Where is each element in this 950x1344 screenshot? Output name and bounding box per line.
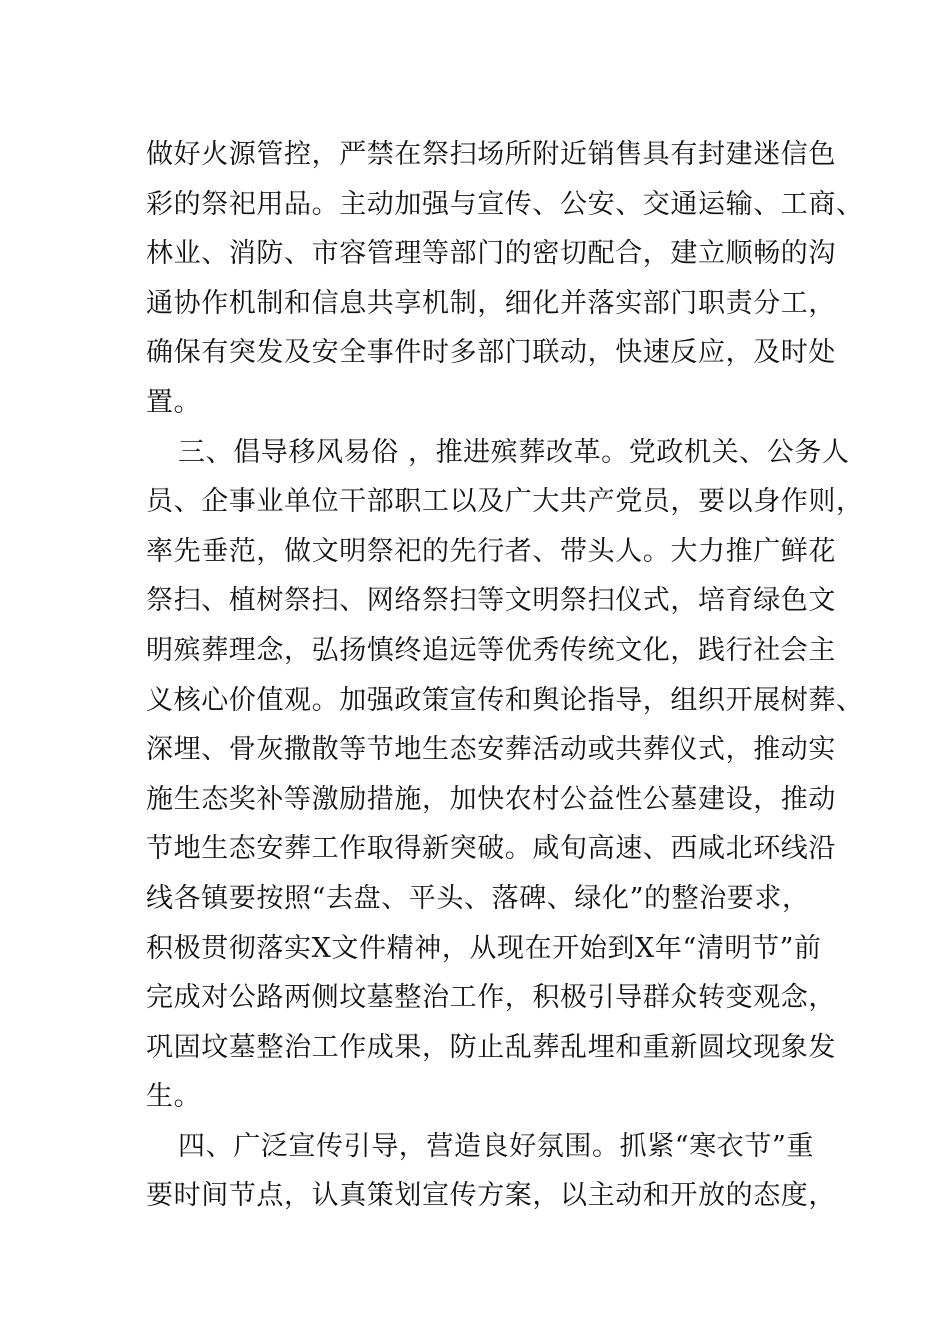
- text-line: 置。: [146, 386, 202, 418]
- text-line: 确保有突发及安全事件时多部门联动，快速反应，及时处: [146, 337, 836, 369]
- section-four-heading-line: 四、广泛宣传引导，营造良好氛围。抓紧“寒衣节”重: [178, 1130, 815, 1162]
- text-line: 生。: [146, 1081, 202, 1113]
- document-body: [146, 130, 864, 1221]
- text-line: 节地生态安葬工作取得新突破。咸旬高速、西咸北环线沿: [146, 833, 836, 865]
- text-line: 巩固坟墓整治工作成果，防止乱葬乱埋和重新圆坟现象发: [146, 1031, 836, 1063]
- text-line: 通协作机制和信息共享机制，细化并落实部门职责分工，: [146, 287, 836, 319]
- text-line: 线各镇要按照“去盘、平头、落碑、绿化”的整治要求，: [146, 882, 810, 914]
- text-line: 完成对公路两侧坟墓整治工作，积极引导群众转变观念，: [146, 982, 836, 1014]
- text-line: 祭扫、植树祭扫、网络祭扫等文明祭扫仪式，培育绿色文: [146, 585, 836, 617]
- text-line: 深埋、骨灰撒散等节地生态安葬活动或共葬仪式，推动实: [146, 734, 836, 766]
- text-line: 明殡葬理念，弘扬慎终追远等优秀传统文化，践行社会主: [146, 634, 836, 666]
- text-line: 积极贯彻落实X文件精神，从现在开始到X年“清明节”前: [146, 932, 822, 964]
- text-line: 做好火源管控，严禁在祭扫场所附近销售具有封建迷信色: [146, 139, 836, 170]
- text-line: 彩的祭祀用品。主动加强与宣传、公安、交通运输、工商、: [146, 188, 864, 220]
- text-line: 要时间节点，认真策划宣传方案，以主动和开放的态度，: [146, 1180, 836, 1212]
- text-line: 率先垂范，做文明祭祀的先行者、带头人。大力推广鲜花: [146, 535, 836, 567]
- text-line: 施生态奖补等激励措施，加快农村公益性公墓建设，推动: [146, 783, 836, 815]
- section-three-heading-line: 三、倡导移风易俗 ，推进殡葬改革。党政机关、公务人: [178, 436, 850, 468]
- text-line: 义核心价值观。加强政策宣传和舆论指导，组织开展树葬、: [146, 684, 864, 716]
- text-line: 林业、消防、市容管理等部门的密切配合，建立顺畅的沟: [146, 238, 836, 270]
- text-line: 员、企事业单位干部职工以及广大共产党员，要以身作则，: [146, 486, 864, 518]
